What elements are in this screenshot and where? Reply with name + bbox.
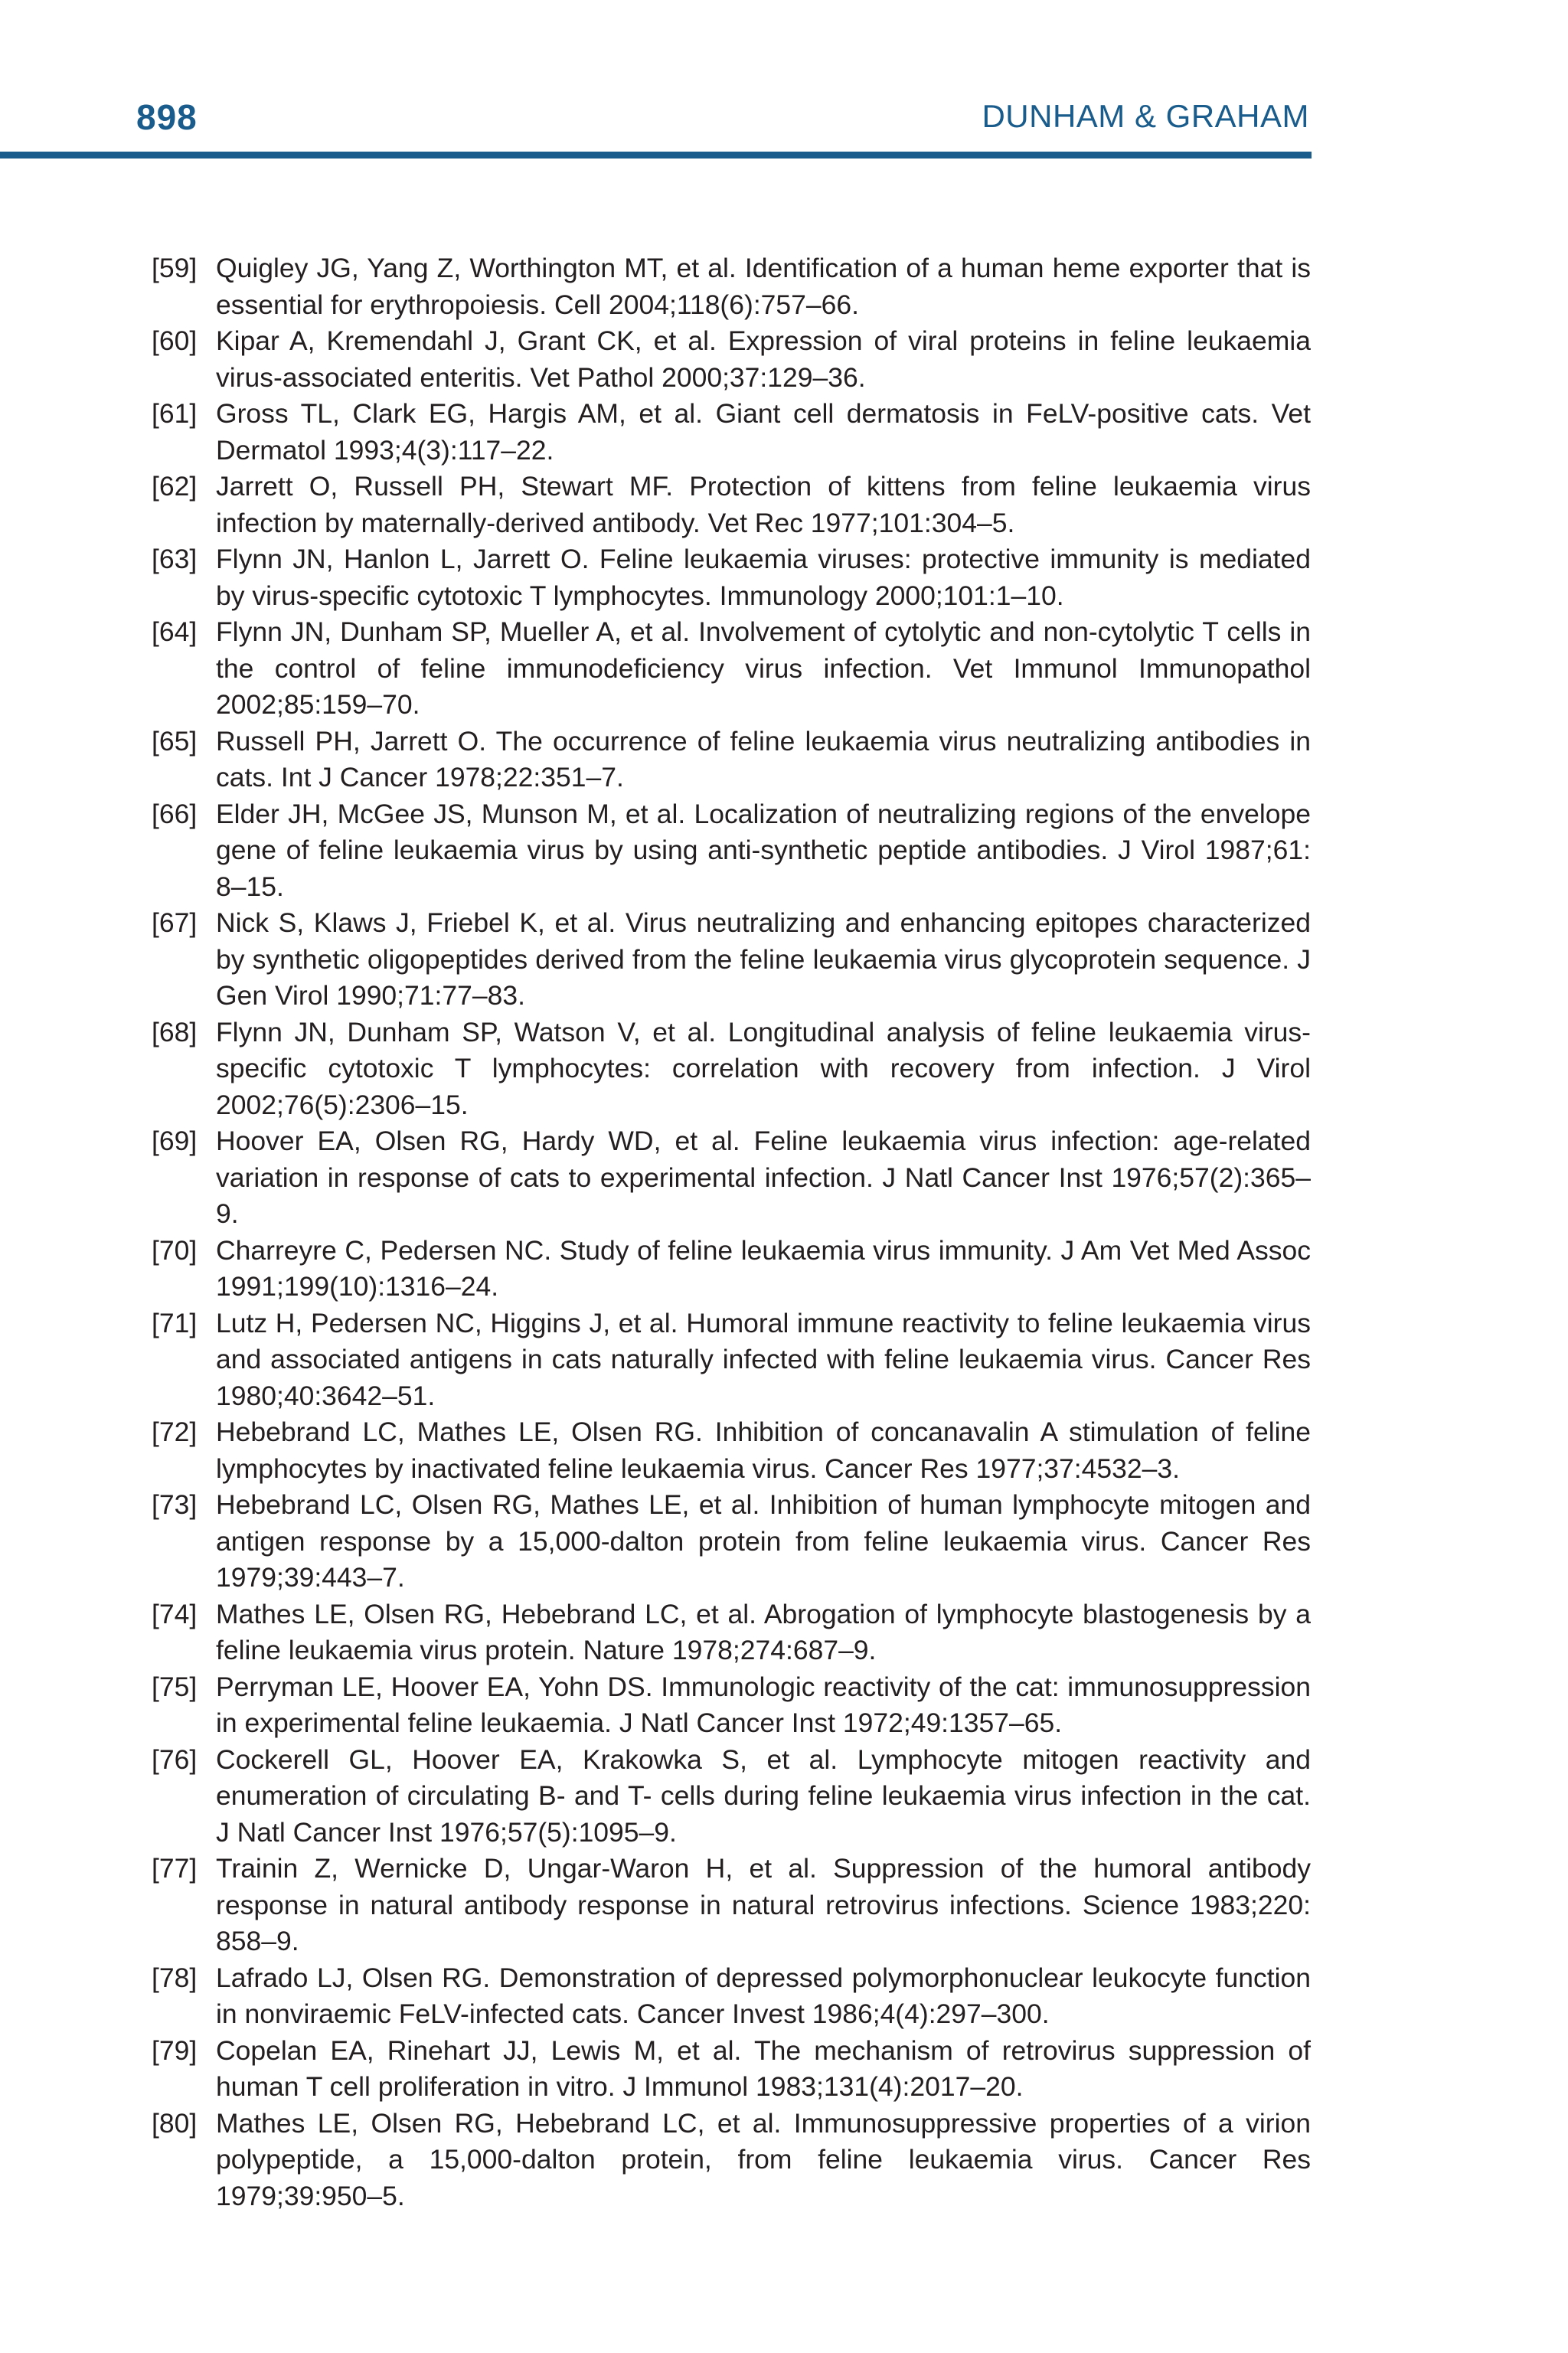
reference-item — [152, 1414, 1311, 1487]
reference-number: [73] — [152, 1489, 198, 1520]
reference-text: Hoover EA, Olsen RG, Hardy WD, et al. Feline leukaemia virus infection: age-related variation in response of cats to experimental infection. J Natl Cancer Inst 1976;57(2):365–9. — [216, 1126, 1311, 1229]
reference-text: Copelan EA, Rinehart JJ, Lewis M, et al. The mechanism of retrovirus suppression of human T cell proliferation in vitro. J Immunol 1983;131(4):2017–20. — [216, 2034, 1311, 2102]
reference-text: Lafrado LJ, Olsen RG. Demonstration of depressed polymorphonuclear leukocyte function in nonviraemic FeLV-infected cats. Cancer Invest 1986;4(4):297–300. — [216, 1962, 1311, 2029]
reference-item — [152, 724, 1311, 796]
reference-text: Nick S, Klaws J, Friebel K, et al. Virus neutralizing and enhancing epitopes characterized by synthetic oligopeptides derived from the feline leukaemia virus glycoprotein sequence. J Gen Virol 1990;71:77–83. — [216, 907, 1311, 1011]
reference-item — [152, 469, 1311, 541]
page-number: 898 — [136, 97, 198, 137]
reference-number: [66] — [152, 798, 198, 829]
reference-number: [79] — [152, 2034, 198, 2066]
reference-item — [152, 1015, 1311, 1124]
reference-item — [152, 796, 1311, 906]
reference-item — [152, 323, 1311, 396]
page-header — [0, 0, 1568, 165]
reference-text: Flynn JN, Dunham SP, Watson V, et al. Longitudinal analysis of feline leukaemia virus-specific cytotoxic T lymphocytes: correlation with recovery from infection. J Virol 2002;76(5):2306–15. — [216, 1016, 1311, 1120]
reference-item — [152, 1233, 1311, 1306]
reference-item — [152, 905, 1311, 1015]
reference-number: [70] — [152, 1234, 198, 1266]
reference-text: Gross TL, Clark EG, Hargis AM, et al. Giant cell dermatosis in FeLV-positive cats. Vet Dermatol 1993;4(3):117–22. — [216, 398, 1311, 466]
reference-item — [152, 2033, 1311, 2106]
reference-text: Perryman LE, Hoover EA, Yohn DS. Immunologic reactivity of the cat: immunosuppression in experimental feline leukaemia. J Natl Cancer Inst 1972;49:1357–65. — [216, 1671, 1311, 1738]
reference-item — [152, 1960, 1311, 2033]
reference-number: [61] — [152, 398, 198, 429]
reference-number: [63] — [152, 544, 198, 574]
reference-item — [152, 1669, 1311, 1742]
reference-text: Mathes LE, Olsen RG, Hebebrand LC, et al. Abrogation of lymphocyte blastogenesis by a feline leukaemia virus protein. Nature 1978;274:687–9. — [216, 1598, 1311, 1665]
reference-item — [152, 396, 1311, 469]
reference-item — [152, 541, 1311, 614]
reference-item — [152, 2106, 1311, 2215]
reference-number: [77] — [152, 1853, 198, 1884]
reference-number: [67] — [152, 907, 198, 938]
header-rule — [0, 152, 1312, 159]
reference-number: [64] — [152, 616, 198, 647]
reference-text: Flynn JN, Hanlon L, Jarrett O. Feline leukaemia viruses: protective immunity is mediated by virus-specific cytotoxic T lymphocytes. Immunology 2000;101:1–10. — [216, 544, 1311, 611]
reference-list — [152, 250, 1311, 2214]
reference-number: [68] — [152, 1016, 198, 1047]
reference-number: [69] — [152, 1126, 198, 1156]
reference-item — [152, 1487, 1311, 1596]
reference-text: Kipar A, Kremendahl J, Grant CK, et al. Expression of viral proteins in feline leukaemia virus-associated enteritis. Vet Pathol 2000;37:129–36. — [216, 325, 1311, 393]
reference-item — [152, 1851, 1311, 1960]
reference-item — [152, 1306, 1311, 1415]
reference-number: [60] — [152, 325, 198, 356]
reference-text: Hebebrand LC, Mathes LE, Olsen RG. Inhibition of concanavalin A stimulation of feline lymphocytes by inactivated feline leukaemia virus. Cancer Res 1977;37:4532–3. — [216, 1417, 1311, 1484]
reference-item — [152, 1596, 1311, 1669]
reference-text: Jarrett O, Russell PH, Stewart MF. Protection of kittens from feline leukaemia virus infection by maternally-derived antibody. Vet Rec 1977;101:304–5. — [216, 471, 1311, 538]
reference-number: [80] — [152, 2107, 198, 2139]
reference-text: Charreyre C, Pedersen NC. Study of feline leukaemia virus immunity. J Am Vet Med Assoc 1991;199(10):1316–24. — [216, 1234, 1311, 1302]
reference-text: Quigley JG, Yang Z, Worthington MT, et al. Identification of a human heme exporter that is essential for erythropoiesis. Cell 2004;118(6):757–66. — [216, 253, 1311, 320]
reference-text: Trainin Z, Wernicke D, Ungar-Waron H, et al. Suppression of the humoral antibody response in natural antibody response in natural retrovirus infections. Science 1983;220: 858–9. — [216, 1853, 1311, 1956]
reference-item — [152, 1123, 1311, 1233]
reference-text: Cockerell GL, Hoover EA, Krakowka S, et al. Lymphocyte mitogen reactivity and enumeration of circulating B- and T- cells during feline leukaemia virus infection in the cat. J Natl Cancer Inst 1976;57(5):1095–9. — [216, 1744, 1311, 1848]
reference-number: [76] — [152, 1744, 198, 1775]
reference-text: Russell PH, Jarrett O. The occurrence of feline leukaemia virus neutralizing antibodies in cats. Int J Cancer 1978;22:351–7. — [216, 725, 1311, 793]
reference-item — [152, 250, 1311, 323]
reference-text: Elder JH, McGee JS, Munson M, et al. Localization of neutralizing regions of the envelope gene of feline leukaemia virus by using anti-synthetic peptide antibodies. J Virol 1987;61: 8–15. — [216, 798, 1311, 902]
reference-item — [152, 614, 1311, 724]
reference-number: [74] — [152, 1598, 198, 1629]
reference-text: Flynn JN, Dunham SP, Mueller A, et al. Involvement of cytolytic and non-cytolytic T cells in the control of feline immunodeficiency virus infection. Vet Immunol Immunopathol 2002;85:159–70. — [216, 616, 1311, 720]
reference-number: [65] — [152, 725, 198, 757]
running-head: DUNHAM & GRAHAM — [982, 98, 1309, 134]
reference-number: [59] — [152, 253, 198, 283]
reference-number: [71] — [152, 1307, 198, 1338]
reference-item — [152, 1742, 1311, 1851]
reference-number: [62] — [152, 471, 198, 502]
reference-text: Hebebrand LC, Olsen RG, Mathes LE, et al. Inhibition of human lymphocyte mitogen and antigen response by a 15,000-dalton protein from feline leukaemia virus. Cancer Res 1979;39:443–7. — [216, 1489, 1311, 1593]
reference-number: [72] — [152, 1417, 198, 1447]
reference-number: [75] — [152, 1671, 198, 1702]
reference-text: Mathes LE, Olsen RG, Hebebrand LC, et al. Immunosuppressive properties of a virion polypeptide, a 15,000-dalton protein, from feline leukaemia virus. Cancer Res 1979;39:950–5. — [216, 2107, 1311, 2211]
reference-text: Lutz H, Pedersen NC, Higgins J, et al. Humoral immune reactivity to feline leukaemia virus and associated antigens in cats naturally infected with feline leukaemia virus. Cancer Res 1980;40:3642–51. — [216, 1307, 1311, 1411]
reference-number: [78] — [152, 1962, 198, 1993]
